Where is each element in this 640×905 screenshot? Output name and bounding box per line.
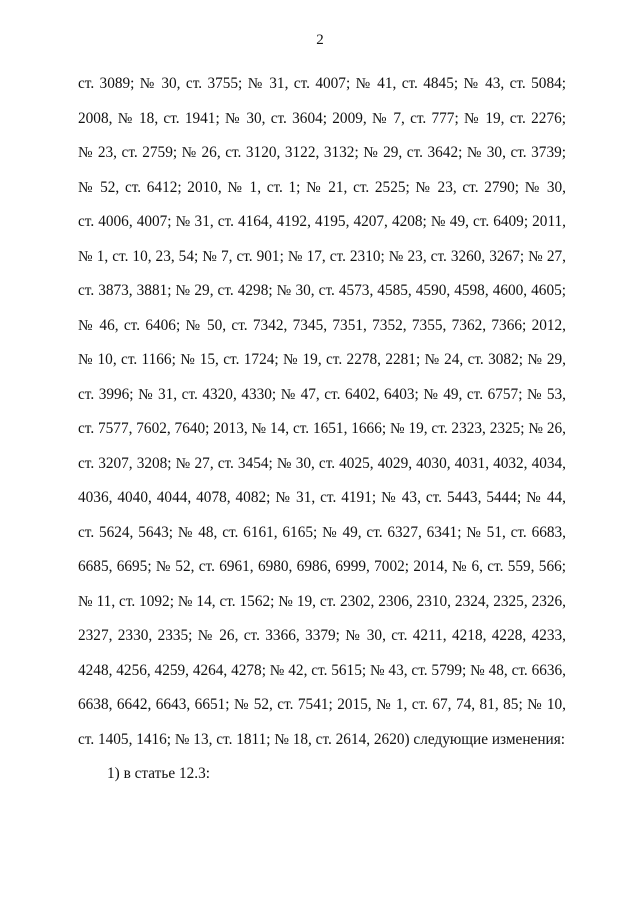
text-line: № 23, ст. 2759; № 26, ст. 3120, 3122, 3132; № 29, ст. 3642; № 30, ст. 3739; bbox=[78, 144, 566, 161]
text-line: ст. 3996; № 31, ст. 4320, 4330; № 47, ст. 6402, 6403; № 49, ст. 6757; № 53, bbox=[78, 385, 566, 403]
text-line: № 11, ст. 1092; № 14, ст. 1562; № 19, ст. 2302, 2306, 2310, 2324, 2325, 2326, bbox=[78, 592, 566, 610]
text-line: № 10, ст. 1166; № 15, ст. 1724; № 19, ст. 2278, 2281; № 24, ст. 3082; № 29, bbox=[78, 351, 566, 368]
text-line: ст. 3089; № 30, ст. 3755; № 31, ст. 4007; № 41, ст. 4845; № 43, ст. 5084; bbox=[78, 75, 566, 92]
text-line: ст. 7577, 7602, 7640; 2013, № 14, ст. 1651, 1666; № 19, ст. 2323, 2325; № 26, bbox=[78, 420, 566, 437]
document-body bbox=[78, 67, 566, 792]
text-line: 2327, 2330, 2335; № 26, ст. 3366, 3379; № 30, ст. 4211, 4218, 4228, 4233, bbox=[78, 627, 566, 644]
text-line: 2008, № 18, ст. 1941; № 30, ст. 3604; 2009, № 7, ст. 777; № 19, ст. 2276; bbox=[78, 109, 566, 127]
text-line: ст. 1405, 1416; № 13, ст. 1811; № 18, ст. 2614, 2620) следующие изменения: bbox=[78, 730, 565, 748]
text-line: ст. 3873, 3881; № 29, ст. 4298; № 30, ст. 4573, 4585, 4590, 4598, 4600, 4605; bbox=[78, 282, 566, 299]
text-line: 4036, 4040, 4044, 4078, 4082; № 31, ст. 4191; № 43, ст. 5443, 5444; № 44, bbox=[78, 489, 566, 506]
text-line: 4248, 4256, 4259, 4264, 4278; № 42, ст. 5615; № 43, ст. 5799; № 48, ст. 6636, bbox=[78, 661, 566, 679]
text-line: ст. 3207, 3208; № 27, ст. 3454; № 30, ст. 4025, 4029, 4030, 4031, 4032, 4034, bbox=[78, 454, 566, 472]
text-line: № 46, ст. 6406; № 50, ст. 7342, 7345, 7351, 7352, 7355, 7362, 7366; 2012, bbox=[78, 316, 566, 334]
page-number: 2 bbox=[316, 32, 324, 48]
text-line: ст. 4006, 4007; № 31, ст. 4164, 4192, 4195, 4207, 4208; № 49, ст. 6409; 2011, bbox=[78, 213, 566, 230]
text-line: 6638, 6642, 6643, 6651; № 52, ст. 7541; 2015, № 1, ст. 67, 74, 81, 85; № 10, bbox=[78, 696, 566, 713]
text-line: 6685, 6695; № 52, ст. 6961, 6980, 6986, 6999, 7002; 2014, № 6, ст. 559, 566; bbox=[78, 558, 566, 575]
text-line: № 1, ст. 10, 23, 54; № 7, ст. 901; № 17, ст. 2310; № 23, ст. 3260, 3267; № 27, bbox=[78, 247, 566, 265]
text-line: № 52, ст. 6412; 2010, № 1, ст. 1; № 21, ст. 2525; № 23, ст. 2790; № 30, bbox=[78, 178, 566, 196]
list-item: 1) в статье 12.3: bbox=[107, 765, 210, 782]
text-line: ст. 5624, 5643; № 48, ст. 6161, 6165; № 49, ст. 6327, 6341; № 51, ст. 6683, bbox=[78, 523, 566, 541]
